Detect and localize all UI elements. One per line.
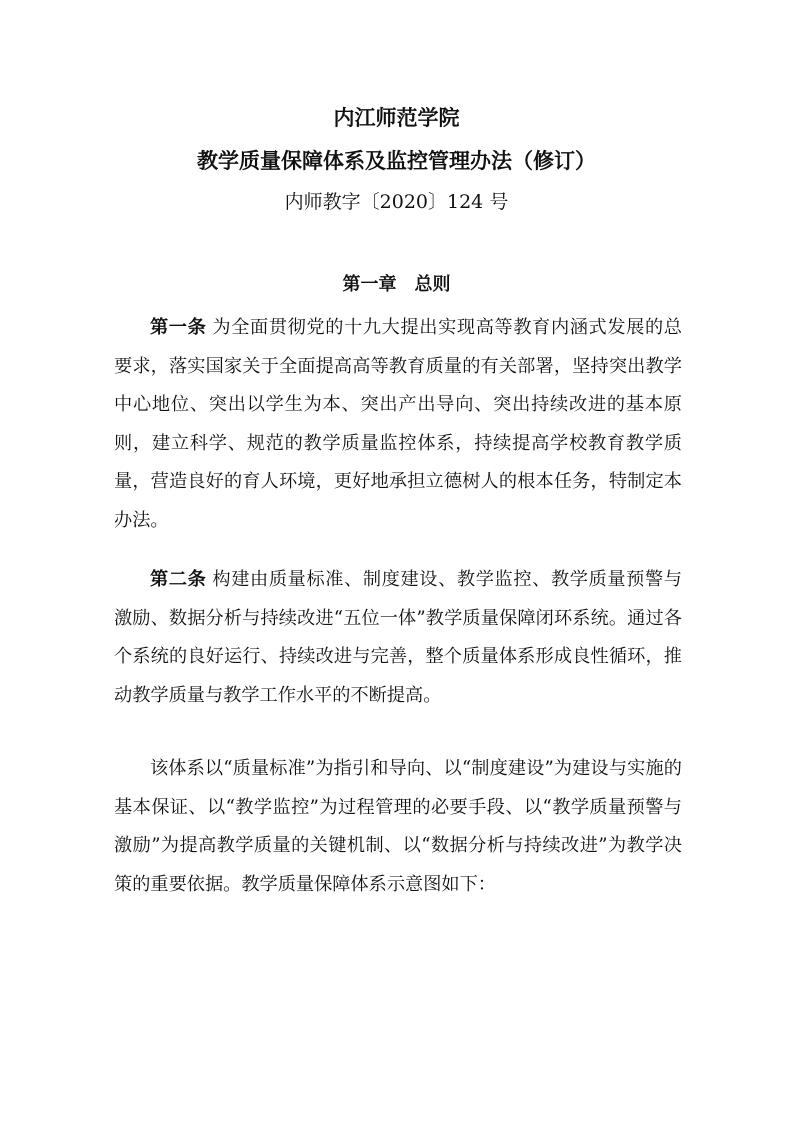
document-title: 教学质量保障体系及监控管理办法（修订） (197, 148, 596, 173)
system-description-paragraph: 该体系以“质量标准”为指引和导向、以“制度建设”为建设与实施的基本保证、以“教学监控”为过程管理的必要手段、以“教学质量预警与激励”为提高教学质量的关键机制、以“数据分析与持续改进”为教学决策的重要依据。教学质量保障体系示意图如下： (114, 758, 682, 895)
institution-title: 内江师范学院 (333, 105, 460, 130)
chapter-heading: 第一章 总则 (342, 274, 451, 295)
article-1 (114, 309, 682, 540)
article-1-label: 第一条 (150, 317, 207, 338)
article-2 (114, 561, 682, 715)
document-number: 内师教字〔2020〕124 号 (284, 191, 509, 213)
article-1-text: 为全面贯彻党的十九大提出实现高等教育内涵式发展的总要求，落实国家关于全面提高高等教育质量的有关部署，坚持突出教学中心地位、突出以学生为本、突出产出导向、突出持续改进的基本原则，建立科学、规范的教学质量监控体系，持续提高学校教育教学质量，营造良好的育人环境，更好地承担立德树人的根本任务，特制定本办法。 (114, 317, 682, 531)
article-2-text: 构建由质量标准、制度建设、教学监控、教学质量预警与激励、数据分析与持续改进“五位一体”教学质量保障闭环系统。通过各个系统的良好运行、持续改进与完善，整个质量体系形成良性循环，推动教学质量与教学工作水平的不断提高。 (114, 569, 682, 706)
article-2-label: 第二条 (150, 569, 207, 590)
